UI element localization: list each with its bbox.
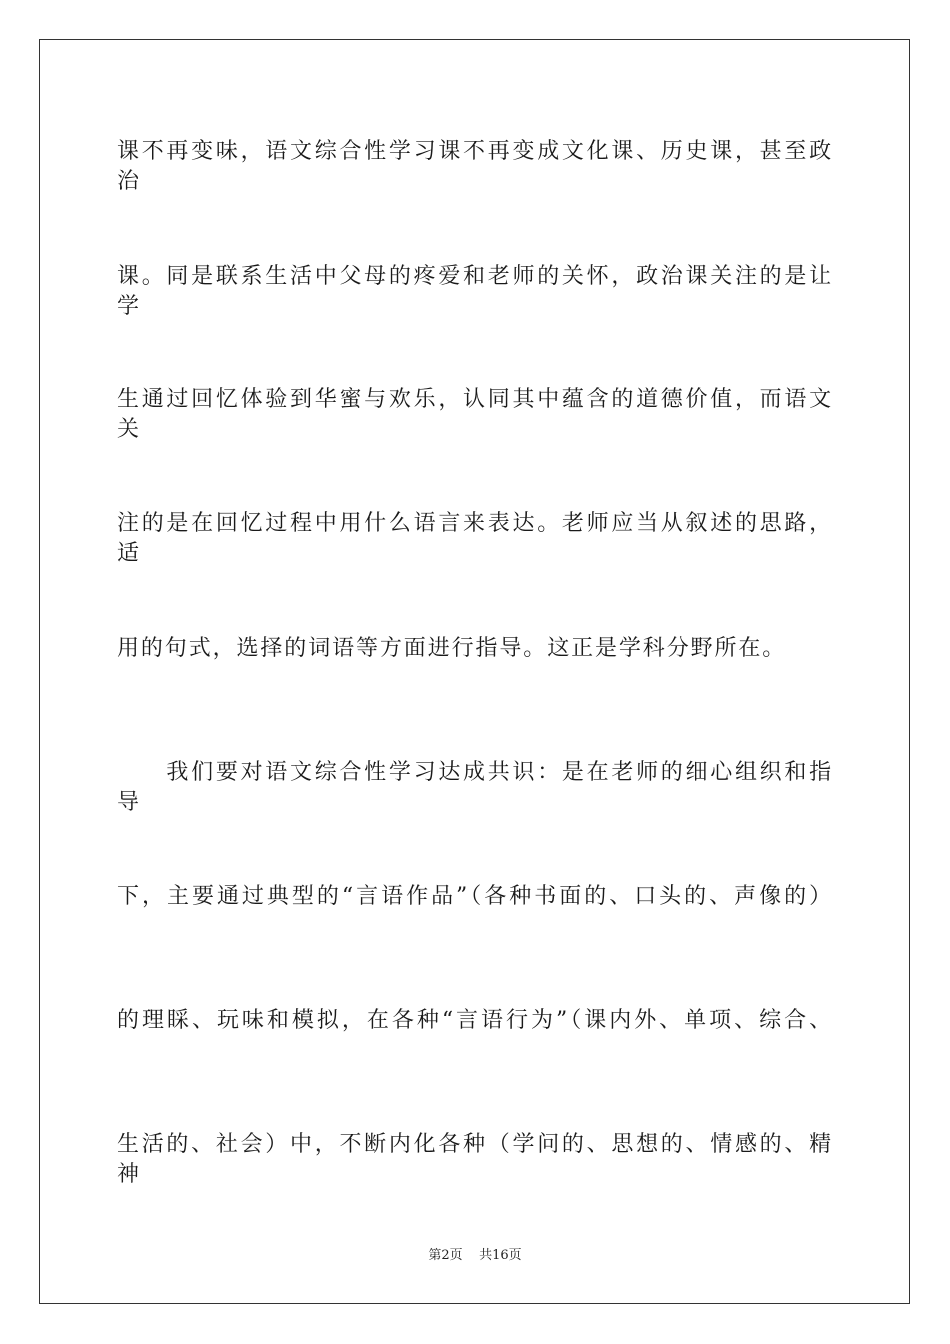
- text-line-4: 注的是在回忆过程中用什么语言来表达。老师应当从叙述的思路，适: [117, 511, 833, 566]
- text-line-5: 用的句式，选择的词语等方面进行指导。这正是学科分野所在。: [117, 636, 787, 661]
- page-total: 共16页: [479, 1248, 522, 1263]
- text-line-1: 课不再变味，语文综合性学习课不再变成文化课、历史课，甚至政治: [117, 139, 833, 194]
- page-border: [39, 39, 910, 1304]
- page-number: 第2页: [428, 1248, 463, 1263]
- text-line-8: 的理睬、玩味和模拟，在各种“言语行为”（课内外、单项、综合、: [117, 1008, 833, 1033]
- page-footer: [0, 1247, 950, 1265]
- text-line-7: 下，主要通过典型的“言语作品”（各种书面的、口头的、声像的）: [117, 884, 833, 909]
- text-line-9: 生活的、社会）中，不断内化各种（学问的、思想的、情感的、精神: [117, 1132, 833, 1187]
- text-line-6: 我们要对语文综合性学习达成共识：是在老师的细心组织和指导: [117, 760, 833, 815]
- text-line-2: 课。同是联系生活中父母的疼爱和老师的关怀，政治课关注的是让学: [117, 264, 833, 319]
- text-line-3: 生通过回忆体验到华蜜与欢乐，认同其中蕴含的道德价值，而语文关: [117, 387, 833, 442]
